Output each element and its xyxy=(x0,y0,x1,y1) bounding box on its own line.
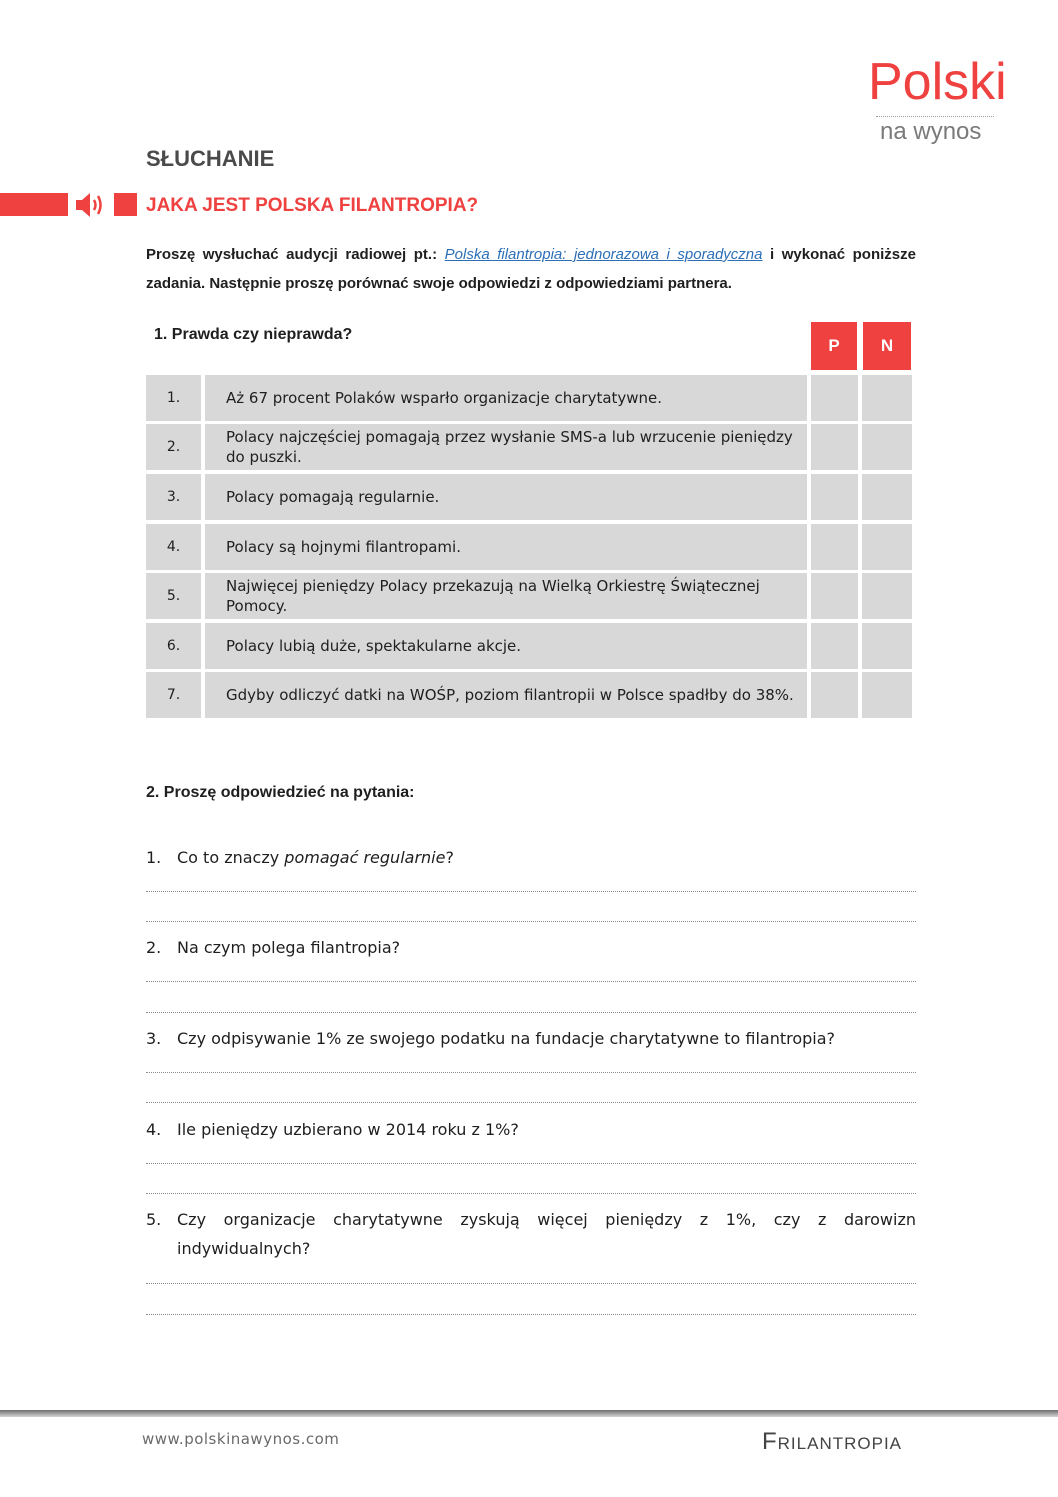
row-number: 4. xyxy=(146,524,201,570)
logo-divider xyxy=(876,116,994,117)
exercise-heading: JAKA JEST POLSKA FILANTROPIA? xyxy=(146,195,479,216)
audio-link[interactable]: Polska filantropia: jednorazowa i sporadyczna xyxy=(444,246,763,263)
table-row xyxy=(146,573,912,619)
logo-subtitle: na wynos xyxy=(880,118,982,145)
exercise2-title: 2. Proszę odpowiedzieć na pytania: xyxy=(146,784,415,801)
question-2 xyxy=(146,933,916,962)
question-number: 3. xyxy=(146,1029,162,1048)
question-text: Czy odpisywanie 1% ze swojego podatku na fundacje charytatywne to filantropia? xyxy=(177,1029,836,1048)
accent-square xyxy=(114,193,137,216)
question-text: Na czym polega filantropia? xyxy=(177,938,401,957)
row-statement: Polacy najczęściej pomagają przez wysłanie SMS-a lub wrzucenie pieniędzy do puszki. xyxy=(205,424,807,470)
answer-line[interactable] xyxy=(146,1193,916,1194)
table-row xyxy=(146,474,912,520)
exercise1-title: 1. Prawda czy nieprawda? xyxy=(154,326,353,343)
logo-polski: Polski xyxy=(868,53,1007,111)
accent-bar xyxy=(0,193,68,216)
answer-cell-p[interactable] xyxy=(811,623,858,669)
question-number: 5. xyxy=(146,1210,162,1229)
answer-cell-p[interactable] xyxy=(811,524,858,570)
row-statement: Polacy lubią duże, spektakularne akcje. xyxy=(205,623,807,669)
question-5 xyxy=(146,1205,916,1263)
question-1 xyxy=(146,843,916,872)
row-number: 7. xyxy=(146,672,201,718)
table-row xyxy=(146,524,912,570)
answer-cell-n[interactable] xyxy=(862,424,912,470)
answer-line[interactable] xyxy=(146,1163,916,1164)
table-row xyxy=(146,424,912,470)
answer-line[interactable] xyxy=(146,1283,916,1284)
row-statement: Aż 67 procent Polaków wsparło organizacje charytatywne. xyxy=(205,375,807,421)
instructions-text-after: i wykonać poniższe zadania. Następnie proszę porównać swoje odpowiedzi z odpowiedziami partnera. xyxy=(146,246,916,292)
row-statement: Gdyby odliczyć datki na WOŚP, poziom filantropii w Polsce spadłby do 38%. xyxy=(205,672,807,718)
question-text: Ile pieniędzy uzbierano w 2014 roku z 1%? xyxy=(177,1120,519,1139)
answer-cell-n[interactable] xyxy=(862,573,912,619)
answer-cell-n[interactable] xyxy=(862,524,912,570)
answer-cell-n[interactable] xyxy=(862,623,912,669)
question-number: 2. xyxy=(146,938,162,957)
row-statement: Polacy pomagają regularnie. xyxy=(205,474,807,520)
answer-line[interactable] xyxy=(146,981,916,982)
question-3 xyxy=(146,1024,916,1053)
row-number: 5. xyxy=(146,573,201,619)
answer-line[interactable] xyxy=(146,1072,916,1073)
row-statement: Polacy są hojnymi filantropami. xyxy=(205,524,807,570)
column-p-header: P xyxy=(811,322,857,370)
table-row xyxy=(146,672,912,718)
row-number: 1. xyxy=(146,375,201,421)
row-number: 3. xyxy=(146,474,201,520)
section-title: SŁUCHANIE xyxy=(146,146,275,171)
answer-cell-p[interactable] xyxy=(811,375,858,421)
answer-line[interactable] xyxy=(146,1314,916,1315)
answer-line[interactable] xyxy=(146,1102,916,1103)
answer-line[interactable] xyxy=(146,921,916,922)
answer-cell-n[interactable] xyxy=(862,474,912,520)
row-number: 6. xyxy=(146,623,201,669)
question-number: 1. xyxy=(146,848,162,867)
answer-cell-n[interactable] xyxy=(862,672,912,718)
answer-cell-p[interactable] xyxy=(811,474,858,520)
answer-cell-p[interactable] xyxy=(811,672,858,718)
speaker-icon xyxy=(74,190,108,220)
question-number: 4. xyxy=(146,1120,162,1139)
answer-line[interactable] xyxy=(146,1012,916,1013)
answer-cell-p[interactable] xyxy=(811,573,858,619)
footer-topic: Frilantropia xyxy=(762,1428,903,1455)
answer-cell-n[interactable] xyxy=(862,375,912,421)
instructions-text-before: Proszę wysłuchać audycji radiowej pt.: xyxy=(146,246,445,263)
column-n-header: N xyxy=(863,322,911,370)
instructions xyxy=(146,240,916,298)
footer-url[interactable]: www.polskinawynos.com xyxy=(142,1430,340,1448)
answer-cell-p[interactable] xyxy=(811,424,858,470)
footer-divider xyxy=(0,1410,1058,1417)
table-row xyxy=(146,375,912,421)
table-row xyxy=(146,623,912,669)
row-statement: Najwięcej pieniędzy Polacy przekazują na Wielką Orkiestrę Świątecznej Pomocy. xyxy=(205,573,807,619)
answer-line[interactable] xyxy=(146,891,916,892)
row-number: 2. xyxy=(146,424,201,470)
question-text: Czy organizacje charytatywne zyskują więcej pieniędzy z 1%, czy z darowizn indywidualnych? xyxy=(177,1210,916,1258)
question-text: Co to znaczy pomagać regularnie? xyxy=(177,848,454,867)
question-4 xyxy=(146,1115,916,1144)
